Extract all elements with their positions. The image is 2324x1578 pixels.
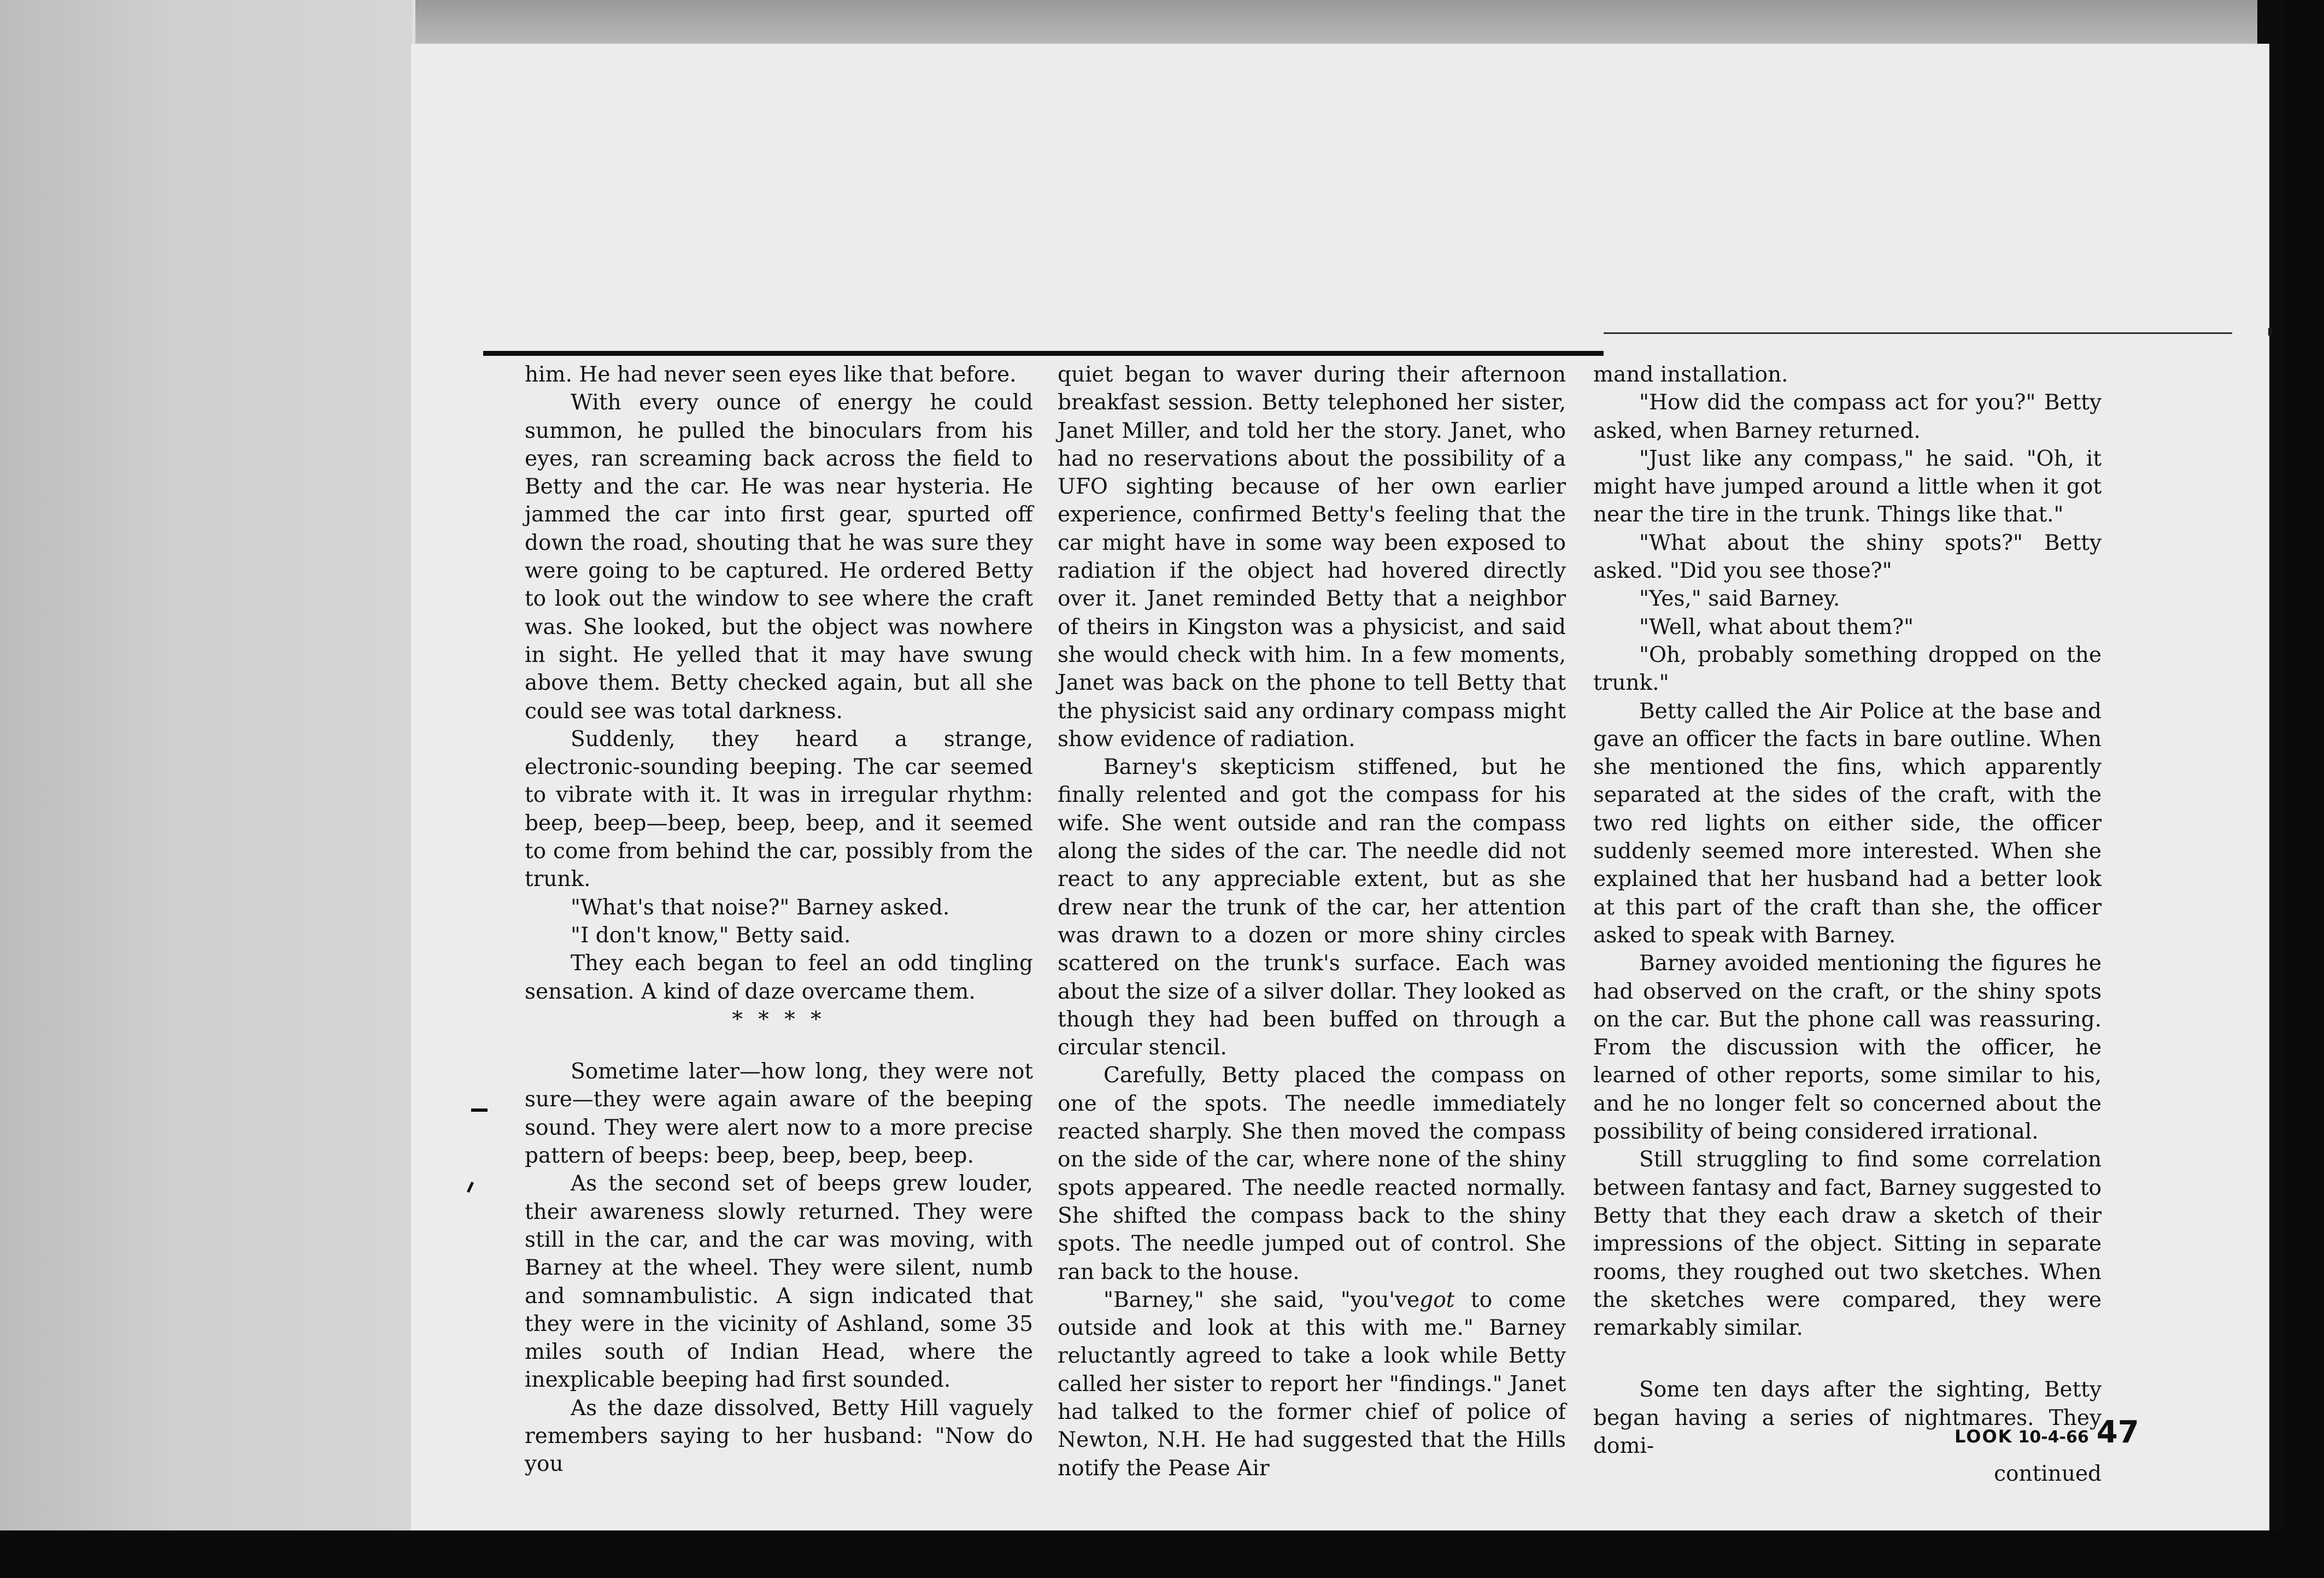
magazine-name: LOOK xyxy=(1955,1426,2013,1447)
text-column-1 xyxy=(525,361,1033,1479)
paragraph: As the daze dissolved, Betty Hill vaguely remembers saying to her husband: "Now do you xyxy=(525,1395,1033,1477)
paragraph: "What about the shiny spots?" Betty asked. "Did you see those?" xyxy=(1593,530,2102,584)
page-folio xyxy=(1955,1415,2139,1450)
paragraph: Carefully, Betty placed the compass on one of the spots. The needle immediately reacted sharply. She then moved the compass on the side of the car, where none of the shiny spots appeared. The needle reacted normally. She shifted the compass back to the shiny spots. The needle jumped out of control. She ran back to the house. xyxy=(1058,1063,1566,1284)
page-number: 47 xyxy=(2096,1415,2139,1450)
emphasis: got xyxy=(1419,1287,1455,1312)
paragraph: "What's that noise?" Barney asked. xyxy=(571,895,950,920)
spacer xyxy=(525,1034,1033,1058)
paragraph: "Oh, probably something dropped on the trunk." xyxy=(1593,642,2102,696)
paragraph: him. He had never seen eyes like that before. xyxy=(525,362,1017,387)
column-rule-end xyxy=(2268,328,2272,336)
spacer xyxy=(1593,1342,2102,1376)
paragraph: "Well, what about them?" xyxy=(1639,614,1914,640)
text-column-2 xyxy=(1058,361,1566,1482)
paragraph: Barney avoided mentioning the figures he had observed on the craft, or the shiny spots on the car. But the phone call was reassuring. From the discussion with the officer, he learned of other reports, some similar to his, and he no longer felt so concerned about the possibility of being considered irrational. xyxy=(1593,951,2102,1145)
paragraph: "How did the compass act for you?" Betty asked, when Barney returned. xyxy=(1593,390,2102,443)
paragraph: Suddenly, they heard a strange, electronic-sounding beeping. The car seemed to vibrate with it. It was in irregular rhythm: beep, beep—beep, beep, beep, and it seemed to come from behind the car, possibly from the trunk. xyxy=(525,726,1033,892)
text-run: "Barney," she said, "you've xyxy=(1104,1287,1420,1312)
paragraph: Some ten days after the sighting, Betty began having a series of nightmares. They domi- xyxy=(1593,1377,2102,1458)
paragraph: "Just like any compass," he said. "Oh, it might have jumped around a little when it got near the tire in the trunk. Things like that." xyxy=(1593,446,2102,527)
paragraph: With every ounce of energy he could summon, he pulled the binoculars from his eyes, ran screaming back across the field to Betty and the car. He was near hysteria. He jammed the car into first gear, spurted off down the road, shouting that he was sure they were going to be captured. He ordered Betty to look out the window to see where the craft was. She looked, but the object was nowhere in sight. He yelled that it may have swung above them. Betty checked again, but all she could see was total darkness. xyxy=(525,390,1033,724)
paragraph: mand installation. xyxy=(1593,362,1788,387)
column-rule-thin xyxy=(1604,332,2232,334)
paragraph: "Yes," said Barney. xyxy=(1639,586,1840,612)
text-run: to come outside and look at this with me." Barney reluctantly agreed to take a look while Betty called her sister to report her "findings." Janet had talked to the former chief of police of Newton, N.H. He had suggested that the Hills notify the Pease Air xyxy=(1058,1287,1566,1481)
film-edge-right xyxy=(2285,0,2324,1578)
paragraph xyxy=(1058,1286,1566,1482)
paragraph: Barney's skepticism stiffened, but he finally relented and got the compass for his wife. She went outside and ran the compass along the sides of the car. The needle did not react to any appreciable extent, but as she drew near the trunk of the car, her attention was drawn to a dozen or more shiny circles scattered on the trunk's surface. Each was about the size of a silver dollar. They looked as though they had been buffed on through a circular stencil. xyxy=(1058,755,1566,1060)
paragraph: Betty called the Air Police at the base and gave an officer the facts in bare outline. When she mentioned the fins, which apparently separated at the sides of the craft, with the two red lights on either side, the officer suddenly seemed more interested. When she explained that her husband had a better look at this part of the craft than she, the officer asked to speak with Barney. xyxy=(1593,699,2102,948)
paragraph: "I don't know," Betty said. xyxy=(571,923,851,948)
film-edge-bottom xyxy=(0,1530,2324,1578)
continued-label: continued xyxy=(1994,1462,2102,1487)
scanner-bed-left xyxy=(0,0,415,1578)
issue-date: 10-4-66 xyxy=(2018,1428,2089,1447)
text-column-3 xyxy=(1593,361,2102,1488)
paragraph: Sometime later—how long, they were not sure—they were again aware of the beeping sound. They were alert now to a more precise pattern of beeps: beep, beep, beep, beep. xyxy=(525,1059,1033,1169)
paragraph: quiet began to waver during their afternoon breakfast session. Betty telephoned her sister, Janet Miller, and told her the story. Janet, who had no reservations about the possibility of a UFO sighting because of her own earlier experience, confirmed Betty's feeling that the car might have in some way been exposed to radiation if the object had hovered directly over it. Janet reminded Betty that a neighbor of theirs in Kingston was a physicist, and said she would check with him. In a few moments, Janet was back on the phone to tell Betty that the physicist said any ordinary compass might show evidence of radiation. xyxy=(1058,362,1566,752)
column-rule-thick xyxy=(483,351,1604,356)
paragraph: They each began to feel an odd tingling sensation. A kind of daze overcame them. xyxy=(525,951,1033,1004)
margin-mark xyxy=(471,1108,488,1112)
scanner-bed-top xyxy=(415,0,2257,44)
paragraph: As the second set of beeps grew louder, their awareness slowly returned. They were still in the car, and the car was moving, with Barney at the wheel. They were silent, numb and somnambulistic. A sign indicated that they were in the vicinity of Ashland, some 35 miles south of Indian Head, where the inexplicable beeping had first sounded. xyxy=(525,1171,1033,1393)
paragraph: Still struggling to find some correlation between fantasy and fact, Barney suggested to Betty that they each draw a sketch of their impressions of the object. Sitting in separate rooms, they roughed out two sketches. When the sketches were compared, they were remarkably similar. xyxy=(1593,1147,2102,1341)
section-break: * * * * xyxy=(732,1007,826,1032)
